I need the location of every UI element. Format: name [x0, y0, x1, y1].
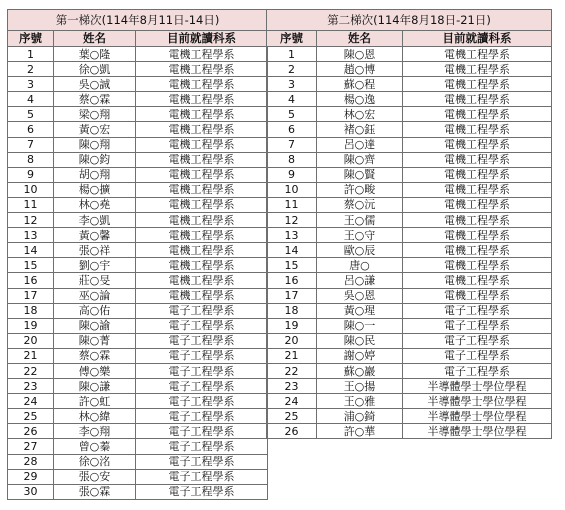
- department: 電機工程學系: [136, 273, 268, 288]
- student-name: 劉○宇: [54, 258, 136, 273]
- table-row: [267, 318, 552, 333]
- department: 電子工程學系: [136, 333, 268, 348]
- row-number: 10: [8, 182, 54, 197]
- table-row: [8, 303, 268, 318]
- department: 電機工程學系: [136, 137, 268, 152]
- table-row: [267, 62, 552, 77]
- row-number: 5: [8, 107, 54, 122]
- student-name: 陳○鈞: [54, 152, 136, 167]
- table-row: [8, 152, 268, 167]
- department: 電子工程學系: [136, 454, 268, 469]
- department: 半導體學士學位學程: [403, 424, 552, 439]
- department: 電機工程學系: [136, 213, 268, 228]
- row-number: 14: [267, 243, 317, 258]
- department: 電機工程學系: [403, 273, 552, 288]
- row-number: 20: [8, 333, 54, 348]
- table-row: [8, 439, 268, 454]
- table-row: [8, 333, 268, 348]
- student-name: 林○緯: [54, 409, 136, 424]
- student-name: 李○翔: [54, 424, 136, 439]
- student-name: 莊○旻: [54, 273, 136, 288]
- table-row: [267, 394, 552, 409]
- student-name: 褚○鈺: [317, 122, 403, 137]
- student-name: 蔡○霖: [54, 92, 136, 107]
- department: 電機工程學系: [403, 62, 552, 77]
- department: 電機工程學系: [136, 197, 268, 212]
- student-name: 陳○恩: [317, 47, 403, 62]
- row-number: 30: [8, 484, 54, 499]
- student-name: 王○雅: [317, 394, 403, 409]
- row-number: 11: [267, 197, 317, 212]
- header-seq: 序號: [267, 31, 317, 47]
- table-row: [8, 62, 268, 77]
- student-name: 陳○賢: [317, 167, 403, 182]
- batch-2-table: [266, 9, 552, 439]
- row-number: 7: [267, 137, 317, 152]
- student-name: 吳○誠: [54, 77, 136, 92]
- student-name: 徐○洺: [54, 454, 136, 469]
- student-name: 曾○蓁: [54, 439, 136, 454]
- table-row: [267, 122, 552, 137]
- department: 電機工程學系: [136, 77, 268, 92]
- table-row: [8, 469, 268, 484]
- row-number: 7: [8, 137, 54, 152]
- row-number: 4: [267, 92, 317, 107]
- department: 半導體學士學位學程: [403, 409, 552, 424]
- department: 電子工程學系: [136, 439, 268, 454]
- student-name: 蔡○沅: [317, 197, 403, 212]
- department: 電子工程學系: [403, 333, 552, 348]
- row-number: 1: [267, 47, 317, 62]
- student-name: 蔡○霖: [54, 348, 136, 363]
- department: 電機工程學系: [136, 47, 268, 62]
- table-row: [267, 228, 552, 243]
- student-name: 許○虹: [54, 394, 136, 409]
- department: 電子工程學系: [136, 424, 268, 439]
- table-row: [267, 77, 552, 92]
- student-name: 陳○謙: [54, 379, 136, 394]
- department: 電機工程學系: [136, 182, 268, 197]
- row-number: 21: [8, 348, 54, 363]
- student-name: 張○安: [54, 469, 136, 484]
- department: 電機工程學系: [403, 258, 552, 273]
- department: 電機工程學系: [403, 107, 552, 122]
- table-row: [8, 348, 268, 363]
- department: 電子工程學系: [403, 318, 552, 333]
- table-row: [267, 47, 552, 62]
- department: 電子工程學系: [136, 469, 268, 484]
- row-number: 23: [267, 379, 317, 394]
- table-row: [267, 379, 552, 394]
- row-number: 28: [8, 454, 54, 469]
- department: 電機工程學系: [403, 137, 552, 152]
- student-name: 胡○翔: [54, 167, 136, 182]
- student-name: 陳○諭: [54, 318, 136, 333]
- table-row: [267, 152, 552, 167]
- student-name: 陳○一: [317, 318, 403, 333]
- batch-2-title: 第二梯次(114年8月18日-21日): [267, 10, 552, 31]
- student-name: 呂○達: [317, 137, 403, 152]
- department: 電機工程學系: [403, 228, 552, 243]
- row-number: 22: [8, 363, 54, 378]
- department: 電機工程學系: [403, 197, 552, 212]
- student-name: 王○儒: [317, 213, 403, 228]
- table-row: [8, 137, 268, 152]
- row-number: 9: [267, 167, 317, 182]
- student-name: 楊○逸: [317, 92, 403, 107]
- row-number: 24: [267, 394, 317, 409]
- department: 電子工程學系: [136, 484, 268, 499]
- table-row: [267, 258, 552, 273]
- department: 電機工程學系: [136, 107, 268, 122]
- student-name: 黃○馨: [54, 228, 136, 243]
- department: 半導體學士學位學程: [403, 394, 552, 409]
- row-number: 6: [267, 122, 317, 137]
- table-row: [267, 137, 552, 152]
- table-row: [267, 167, 552, 182]
- row-number: 6: [8, 122, 54, 137]
- table-row: [267, 288, 552, 303]
- student-name: 呂○謙: [317, 273, 403, 288]
- department: 電機工程學系: [136, 92, 268, 107]
- department: 電子工程學系: [136, 303, 268, 318]
- student-name: 王○揚: [317, 379, 403, 394]
- table-row: [8, 122, 268, 137]
- row-number: 9: [8, 167, 54, 182]
- department: 電機工程學系: [403, 243, 552, 258]
- table-row: [8, 243, 268, 258]
- student-name: 李○凱: [54, 213, 136, 228]
- row-number: 2: [267, 62, 317, 77]
- table-row: [8, 318, 268, 333]
- department: 電機工程學系: [403, 152, 552, 167]
- table-row: [8, 288, 268, 303]
- department: 電子工程學系: [136, 409, 268, 424]
- table-row: [267, 273, 552, 288]
- table-row: [267, 243, 552, 258]
- student-name: 陳○菁: [54, 333, 136, 348]
- table-row: [8, 167, 268, 182]
- row-number: 29: [8, 469, 54, 484]
- student-name: 許○畯: [317, 182, 403, 197]
- student-name: 陳○齊: [317, 152, 403, 167]
- table-row: [267, 182, 552, 197]
- table-row: [8, 273, 268, 288]
- table-row: [267, 409, 552, 424]
- table-row: [267, 348, 552, 363]
- student-name: 吳○恩: [317, 288, 403, 303]
- department: 電子工程學系: [403, 348, 552, 363]
- row-number: 27: [8, 439, 54, 454]
- row-number: 17: [8, 288, 54, 303]
- student-name: 梁○翔: [54, 107, 136, 122]
- row-number: 19: [8, 318, 54, 333]
- table-row: [8, 197, 268, 212]
- department: 電機工程學系: [403, 288, 552, 303]
- student-name: 黃○宏: [54, 122, 136, 137]
- row-number: 22: [267, 363, 317, 378]
- student-name: 王○守: [317, 228, 403, 243]
- row-number: 3: [8, 77, 54, 92]
- department: 電子工程學系: [136, 363, 268, 378]
- row-number: 26: [267, 424, 317, 439]
- student-name: 唐○: [317, 258, 403, 273]
- department: 電機工程學系: [403, 167, 552, 182]
- table-row: [8, 92, 268, 107]
- student-name: 謝○婷: [317, 348, 403, 363]
- student-name: 林○堯: [54, 197, 136, 212]
- department: 電子工程學系: [136, 348, 268, 363]
- department: 電機工程學系: [136, 228, 268, 243]
- row-number: 2: [8, 62, 54, 77]
- row-number: 5: [267, 107, 317, 122]
- row-number: 10: [267, 182, 317, 197]
- header-department: 目前就讀科系: [403, 31, 552, 47]
- table-row: [267, 363, 552, 378]
- table-row: [8, 182, 268, 197]
- student-name: 趙○博: [317, 62, 403, 77]
- student-name: 陳○翔: [54, 137, 136, 152]
- row-number: 13: [267, 228, 317, 243]
- table-row: [8, 47, 268, 62]
- department: 電子工程學系: [136, 379, 268, 394]
- table-row: [8, 454, 268, 469]
- student-name: 林○宏: [317, 107, 403, 122]
- header-name: 姓名: [317, 31, 403, 47]
- department: 電機工程學系: [403, 182, 552, 197]
- row-number: 14: [8, 243, 54, 258]
- student-name: 張○祥: [54, 243, 136, 258]
- department: 電機工程學系: [136, 258, 268, 273]
- row-number: 19: [267, 318, 317, 333]
- header-name: 姓名: [54, 31, 136, 47]
- row-number: 15: [8, 258, 54, 273]
- row-number: 13: [8, 228, 54, 243]
- table-row: [8, 107, 268, 122]
- row-number: 21: [267, 348, 317, 363]
- row-number: 1: [8, 47, 54, 62]
- row-number: 12: [8, 213, 54, 228]
- row-number: 16: [267, 273, 317, 288]
- header-department: 目前就讀科系: [136, 31, 268, 47]
- row-number: 17: [267, 288, 317, 303]
- student-name: 黃○瑆: [317, 303, 403, 318]
- department: 電子工程學系: [136, 394, 268, 409]
- batch-1-table: [7, 9, 268, 500]
- department: 電機工程學系: [136, 122, 268, 137]
- row-number: 18: [8, 303, 54, 318]
- student-name: 蘇○程: [317, 77, 403, 92]
- row-number: 11: [8, 197, 54, 212]
- table-row: [267, 197, 552, 212]
- department: 電子工程學系: [136, 318, 268, 333]
- student-name: 徐○凱: [54, 62, 136, 77]
- row-number: 8: [267, 152, 317, 167]
- row-number: 26: [8, 424, 54, 439]
- department: 電機工程學系: [136, 243, 268, 258]
- table-row: [8, 409, 268, 424]
- header-seq: 序號: [8, 31, 54, 47]
- department: 電機工程學系: [403, 122, 552, 137]
- table-row: [267, 303, 552, 318]
- row-number: 18: [267, 303, 317, 318]
- student-name: 浦○錡: [317, 409, 403, 424]
- department: 電子工程學系: [403, 363, 552, 378]
- department: 電子工程學系: [403, 303, 552, 318]
- table-row: [8, 77, 268, 92]
- student-name: 傅○樂: [54, 363, 136, 378]
- student-name: 高○佑: [54, 303, 136, 318]
- batch-1-title: 第一梯次(114年8月11日-14日): [8, 10, 268, 31]
- department: 電機工程學系: [403, 213, 552, 228]
- department: 電機工程學系: [136, 288, 268, 303]
- table-row: [267, 424, 552, 439]
- row-number: 3: [267, 77, 317, 92]
- table-row: [8, 424, 268, 439]
- student-name: 蘇○巖: [317, 363, 403, 378]
- row-number: 12: [267, 213, 317, 228]
- department: 電機工程學系: [403, 92, 552, 107]
- row-number: 23: [8, 379, 54, 394]
- row-number: 8: [8, 152, 54, 167]
- table-row: [8, 213, 268, 228]
- table-row: [267, 107, 552, 122]
- department: 電機工程學系: [403, 77, 552, 92]
- row-number: 20: [267, 333, 317, 348]
- table-row: [8, 379, 268, 394]
- student-name: 楊○擴: [54, 182, 136, 197]
- department: 電機工程學系: [136, 152, 268, 167]
- row-number: 25: [267, 409, 317, 424]
- table-row: [267, 92, 552, 107]
- student-name: 巫○論: [54, 288, 136, 303]
- student-name: 許○華: [317, 424, 403, 439]
- row-number: 25: [8, 409, 54, 424]
- table-row: [8, 484, 268, 499]
- row-number: 4: [8, 92, 54, 107]
- row-number: 15: [267, 258, 317, 273]
- table-row: [267, 213, 552, 228]
- student-name: 張○霖: [54, 484, 136, 499]
- student-name: 陳○民: [317, 333, 403, 348]
- department: 電機工程學系: [136, 62, 268, 77]
- table-row: [8, 394, 268, 409]
- row-number: 16: [8, 273, 54, 288]
- student-name: 葉○隆: [54, 47, 136, 62]
- table-row: [8, 258, 268, 273]
- department: 半導體學士學位學程: [403, 379, 552, 394]
- student-name: 歐○辰: [317, 243, 403, 258]
- department: 電機工程學系: [403, 47, 552, 62]
- department: 電機工程學系: [136, 167, 268, 182]
- row-number: 24: [8, 394, 54, 409]
- table-row: [267, 333, 552, 348]
- table-row: [8, 228, 268, 243]
- table-row: [8, 363, 268, 378]
